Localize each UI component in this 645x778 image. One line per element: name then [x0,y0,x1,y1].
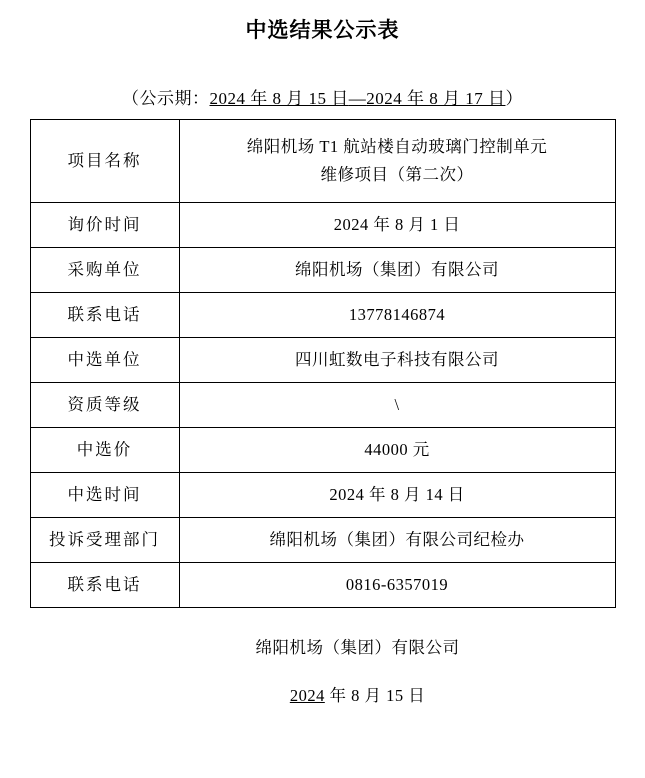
notice-start-date: 2024 年 8 月 15 日 [209,89,349,108]
row-label-winning-unit: 中选单位 [30,338,179,383]
row-value-qualification-level: \ [179,383,615,428]
row-label-winning-price: 中选价 [30,428,179,473]
row-label-contact-phone-1: 联系电话 [30,293,179,338]
table-row [30,248,615,293]
value-line: 绵阳机场 T1 航站楼自动玻璃门控制单元 [246,136,548,156]
notice-period [0,84,645,109]
table-row [30,563,615,608]
table-row [30,120,615,203]
table-row [30,293,615,338]
table-row [30,428,615,473]
notice-prefix: （公示期： [122,89,210,108]
table-row [30,383,615,428]
table-row [30,518,615,563]
notice-end-date: 2024 年 8 月 17 日 [366,89,506,108]
signature-organization: 绵阳机场（集团）有限公司 [255,638,460,657]
row-value-project-name [179,120,615,203]
row-label-complaint-department: 投诉受理部门 [30,518,179,563]
row-value-winning-price: 44000 元 [179,428,615,473]
row-value-winning-unit: 四川虹数电子科技有限公司 [179,338,615,383]
page-title: 中选结果公示表 [245,18,400,42]
row-value-winning-date: 2024 年 8 月 14 日 [179,473,615,518]
table-row [30,473,615,518]
table-row [30,338,615,383]
row-value-complaint-department: 绵阳机场（集团）有限公司纪检办 [179,518,615,563]
row-label-project-name: 项目名称 [30,120,179,203]
signature-date [0,682,645,706]
signature-date-year: 2024 [289,686,325,705]
notice-suffix: ） [505,89,523,108]
row-value-purchasing-unit: 绵阳机场（集团）有限公司 [179,248,615,293]
row-label-purchasing-unit: 采购单位 [30,248,179,293]
table-row [30,203,615,248]
result-table [30,119,616,608]
signature-block [0,634,645,706]
row-label-contact-phone-2: 联系电话 [30,563,179,608]
row-value-contact-phone-2: 0816-6357019 [179,563,615,608]
document-page [0,14,645,778]
row-value-contact-phone-1: 13778146874 [179,293,615,338]
row-label-inquiry-date: 询价时间 [30,203,179,248]
row-label-winning-date: 中选时间 [30,473,179,518]
row-label-qualification-level: 资质等级 [30,383,179,428]
row-value-inquiry-date: 2024 年 8 月 1 日 [179,203,615,248]
value-line: 维修项目（第二次） [320,165,474,184]
signature-date-rest: 年 8 月 15 日 [324,686,426,705]
notice-separator: — [348,89,367,108]
